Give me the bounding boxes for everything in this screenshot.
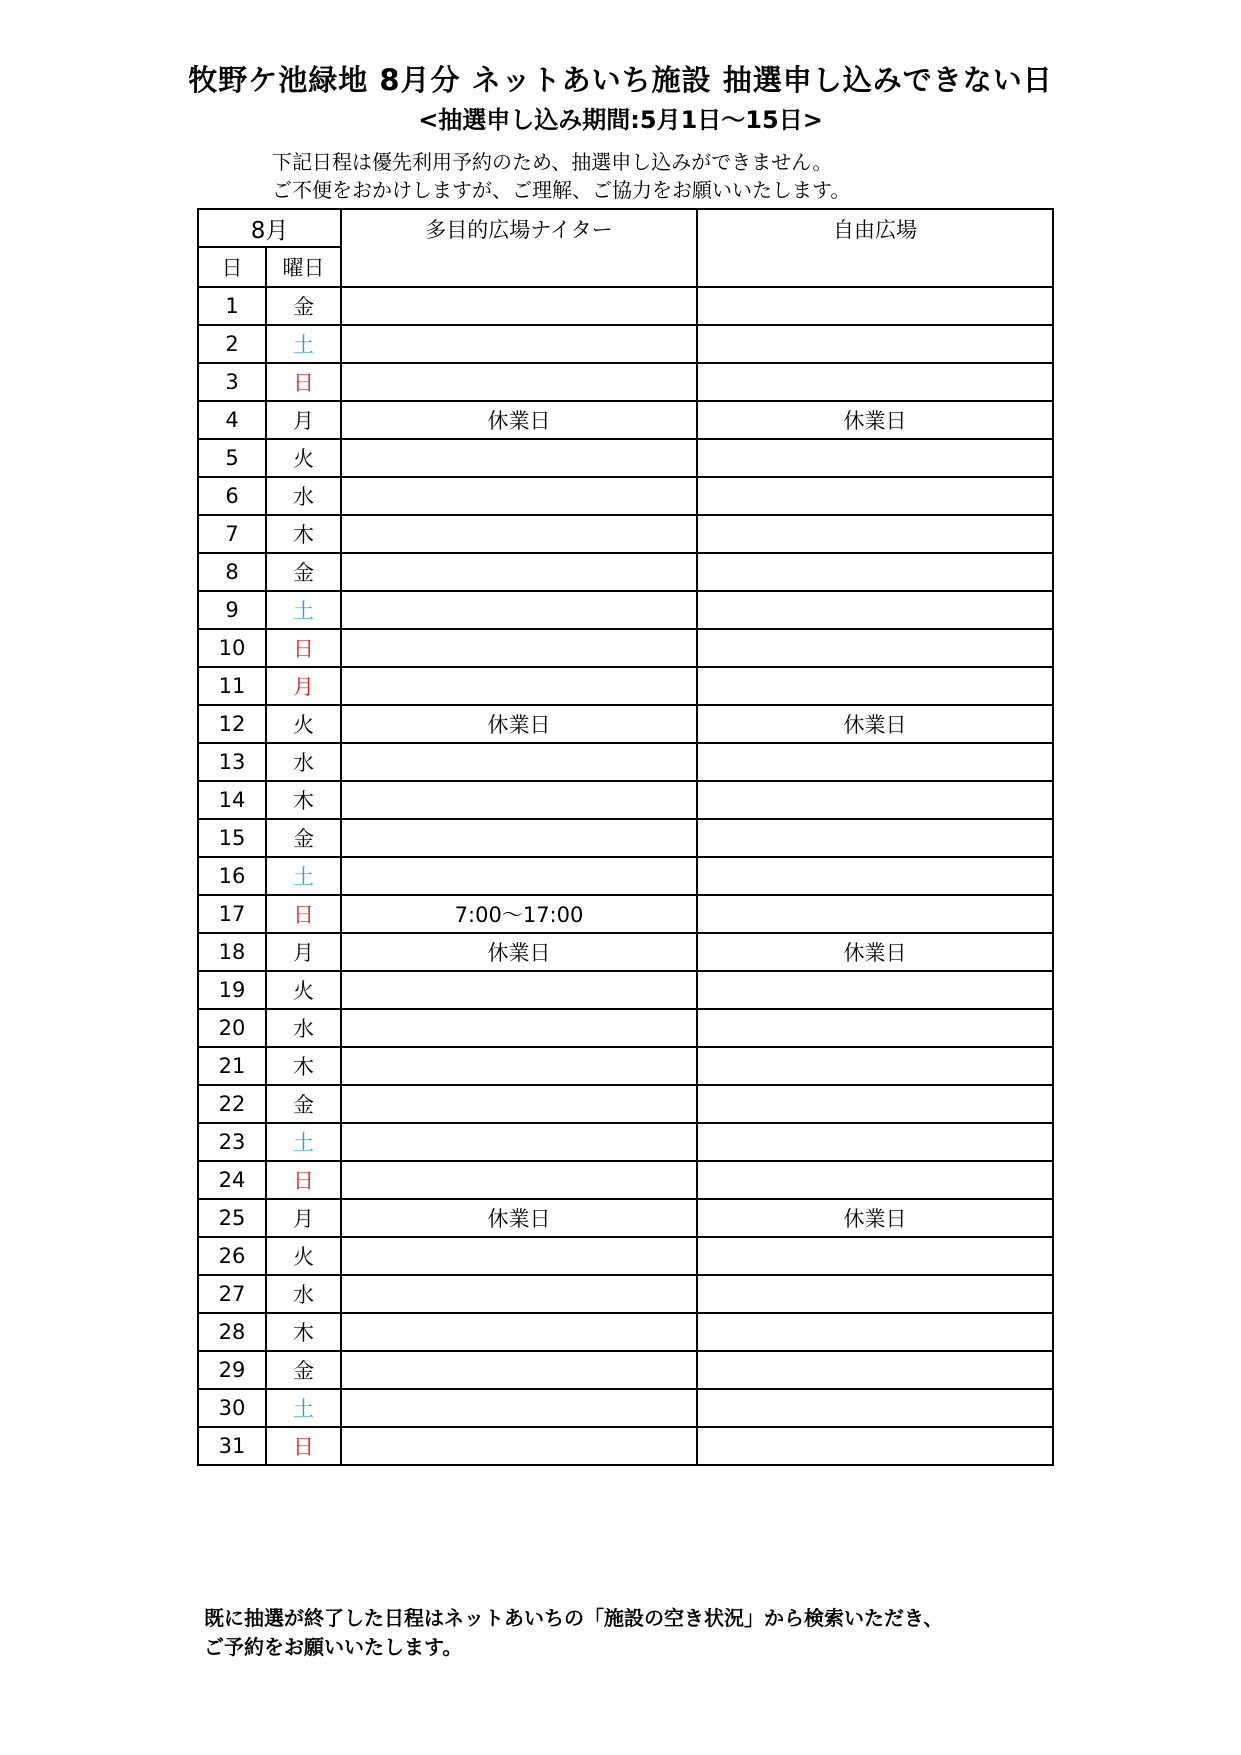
free-plaza-cell (697, 1123, 1053, 1161)
table-row (198, 1009, 1053, 1047)
weekday-cell: 日 (266, 363, 341, 401)
weekday-cell: 水 (266, 1009, 341, 1047)
free-plaza-cell: 休業日 (697, 1199, 1053, 1237)
free-plaza-cell: 休業日 (697, 401, 1053, 439)
weekday-cell: 土 (266, 591, 341, 629)
free-plaza-cell (697, 857, 1053, 895)
multipurpose-night-cell: 休業日 (341, 1199, 697, 1237)
table-row (198, 743, 1053, 781)
table-header-row (198, 209, 1053, 247)
day-cell: 31 (198, 1427, 266, 1465)
multipurpose-night-cell (341, 1427, 697, 1465)
table-row (198, 629, 1053, 667)
table-row (198, 287, 1053, 325)
day-cell: 10 (198, 629, 266, 667)
day-cell: 17 (198, 895, 266, 933)
multipurpose-night-cell (341, 325, 697, 363)
weekday-cell: 木 (266, 515, 341, 553)
free-plaza-cell: 休業日 (697, 705, 1053, 743)
weekday-cell: 水 (266, 1275, 341, 1313)
day-cell: 23 (198, 1123, 266, 1161)
free-plaza-cell (697, 1009, 1053, 1047)
schedule-table (197, 208, 1054, 1466)
table-row (198, 439, 1053, 477)
weekday-cell: 金 (266, 553, 341, 591)
multipurpose-night-cell (341, 971, 697, 1009)
day-cell: 29 (198, 1351, 266, 1389)
multipurpose-night-cell (341, 1389, 697, 1427)
multipurpose-night-cell (341, 477, 697, 515)
day-cell: 27 (198, 1275, 266, 1313)
free-plaza-cell (697, 1085, 1053, 1123)
footer-note (204, 1604, 943, 1662)
free-plaza-cell (697, 591, 1053, 629)
application-period: <抽選申し込み期間:5月1日〜15日> (418, 106, 823, 134)
free-plaza-cell (697, 1389, 1053, 1427)
weekday-cell: 土 (266, 1123, 341, 1161)
free-plaza-cell (697, 895, 1053, 933)
free-plaza-cell (697, 477, 1053, 515)
day-header: 日 (198, 247, 266, 287)
day-cell: 28 (198, 1313, 266, 1351)
free-plaza-cell (697, 1427, 1053, 1465)
multipurpose-night-cell (341, 743, 697, 781)
day-cell: 11 (198, 667, 266, 705)
table-row (198, 667, 1053, 705)
multipurpose-night-cell (341, 1161, 697, 1199)
weekday-cell: 木 (266, 1047, 341, 1085)
day-cell: 19 (198, 971, 266, 1009)
free-plaza-cell (697, 1161, 1053, 1199)
multipurpose-night-cell (341, 629, 697, 667)
day-cell: 24 (198, 1161, 266, 1199)
day-cell: 25 (198, 1199, 266, 1237)
free-plaza-cell (697, 325, 1053, 363)
weekday-cell: 日 (266, 629, 341, 667)
weekday-cell: 土 (266, 1389, 341, 1427)
multipurpose-night-cell (341, 781, 697, 819)
table-row (198, 857, 1053, 895)
day-cell: 13 (198, 743, 266, 781)
table-row (198, 1199, 1053, 1237)
table-row (198, 363, 1053, 401)
table-row (198, 591, 1053, 629)
multipurpose-night-cell: 休業日 (341, 401, 697, 439)
day-cell: 5 (198, 439, 266, 477)
weekday-cell: 金 (266, 1085, 341, 1123)
table-row (198, 401, 1053, 439)
multipurpose-night-cell (341, 439, 697, 477)
free-plaza-cell (697, 553, 1053, 591)
weekday-cell: 金 (266, 1351, 341, 1389)
table-row (198, 933, 1053, 971)
multipurpose-night-cell (341, 591, 697, 629)
multipurpose-night-cell (341, 1351, 697, 1389)
weekday-header: 曜日 (266, 247, 341, 287)
weekday-cell: 土 (266, 857, 341, 895)
free-plaza-cell (697, 1313, 1053, 1351)
multipurpose-night-cell (341, 363, 697, 401)
table-row (198, 1085, 1053, 1123)
footer-line: ご予約をお願いいたします。 (204, 1635, 463, 1659)
table-row (198, 477, 1053, 515)
weekday-cell: 火 (266, 1237, 341, 1275)
month-label: 8月 (198, 209, 341, 247)
weekday-cell: 火 (266, 439, 341, 477)
multipurpose-night-cell (341, 1047, 697, 1085)
weekday-cell: 木 (266, 781, 341, 819)
multipurpose-night-cell (341, 857, 697, 895)
free-plaza-cell (697, 1047, 1053, 1085)
day-cell: 21 (198, 1047, 266, 1085)
free-plaza-cell (697, 515, 1053, 553)
multipurpose-night-cell (341, 819, 697, 857)
multipurpose-night-cell (341, 1085, 697, 1123)
table-row (198, 1237, 1053, 1275)
day-cell: 1 (198, 287, 266, 325)
day-cell: 6 (198, 477, 266, 515)
multipurpose-night-cell (341, 1237, 697, 1275)
free-plaza-cell (697, 1237, 1053, 1275)
weekday-cell: 火 (266, 971, 341, 1009)
column-header-free-plaza: 自由広場 (697, 209, 1053, 287)
multipurpose-night-cell: 7:00〜17:00 (341, 895, 697, 933)
day-cell: 26 (198, 1237, 266, 1275)
day-cell: 18 (198, 933, 266, 971)
day-cell: 4 (198, 401, 266, 439)
weekday-cell: 火 (266, 705, 341, 743)
weekday-cell: 日 (266, 1161, 341, 1199)
day-cell: 30 (198, 1389, 266, 1427)
free-plaza-cell (697, 439, 1053, 477)
multipurpose-night-cell (341, 1313, 697, 1351)
table-row (198, 781, 1053, 819)
weekday-cell: 月 (266, 667, 341, 705)
table-row (198, 819, 1053, 857)
table-row (198, 1389, 1053, 1427)
multipurpose-night-cell (341, 667, 697, 705)
table-row (198, 895, 1053, 933)
free-plaza-cell: 休業日 (697, 933, 1053, 971)
table-row (198, 1123, 1053, 1161)
notice-line: 下記日程は優先利用予約のため、抽選申し込みができません。 (272, 150, 833, 174)
weekday-cell: 金 (266, 287, 341, 325)
column-header-multipurpose-night: 多目的広場ナイター (341, 209, 697, 287)
free-plaza-cell (697, 1275, 1053, 1313)
table-row (198, 1427, 1053, 1465)
day-cell: 9 (198, 591, 266, 629)
table-row (198, 325, 1053, 363)
day-cell: 14 (198, 781, 266, 819)
day-cell: 16 (198, 857, 266, 895)
free-plaza-cell (697, 629, 1053, 667)
table-row (198, 705, 1053, 743)
free-plaza-cell (697, 363, 1053, 401)
day-cell: 22 (198, 1085, 266, 1123)
weekday-cell: 日 (266, 1427, 341, 1465)
free-plaza-cell (697, 781, 1053, 819)
free-plaza-cell (697, 819, 1053, 857)
day-cell: 15 (198, 819, 266, 857)
multipurpose-night-cell (341, 553, 697, 591)
weekday-cell: 日 (266, 895, 341, 933)
weekday-cell: 水 (266, 743, 341, 781)
weekday-cell: 土 (266, 325, 341, 363)
day-cell: 8 (198, 553, 266, 591)
multipurpose-night-cell: 休業日 (341, 933, 697, 971)
table-row (198, 515, 1053, 553)
weekday-cell: 月 (266, 401, 341, 439)
multipurpose-night-cell (341, 1009, 697, 1047)
footer-line: 既に抽選が終了した日程はネットあいちの「施設の空き状況」から検索いただき、 (204, 1606, 944, 1630)
notice-line: ご不便をおかけしますが、ご理解、ご協力をお願いいたします。 (272, 178, 851, 202)
day-cell: 2 (198, 325, 266, 363)
table-row (198, 1275, 1053, 1313)
free-plaza-cell (697, 1351, 1053, 1389)
multipurpose-night-cell (341, 1275, 697, 1313)
weekday-cell: 水 (266, 477, 341, 515)
free-plaza-cell (697, 667, 1053, 705)
multipurpose-night-cell (341, 515, 697, 553)
table-row (198, 971, 1053, 1009)
free-plaza-cell (697, 287, 1053, 325)
table-row (198, 1047, 1053, 1085)
free-plaza-cell (697, 743, 1053, 781)
table-row (198, 1351, 1053, 1389)
day-cell: 20 (198, 1009, 266, 1047)
day-cell: 3 (198, 363, 266, 401)
table-row (198, 553, 1053, 591)
weekday-cell: 木 (266, 1313, 341, 1351)
table-row (198, 1161, 1053, 1199)
day-cell: 7 (198, 515, 266, 553)
table-row (198, 1313, 1053, 1351)
multipurpose-night-cell: 休業日 (341, 705, 697, 743)
weekday-cell: 月 (266, 933, 341, 971)
weekday-cell: 金 (266, 819, 341, 857)
weekday-cell: 月 (266, 1199, 341, 1237)
free-plaza-cell (697, 971, 1053, 1009)
multipurpose-night-cell (341, 287, 697, 325)
day-cell: 12 (198, 705, 266, 743)
notice-text (272, 148, 850, 204)
multipurpose-night-cell (341, 1123, 697, 1161)
page-title: 牧野ケ池緑地 8月分 ネットあいち施設 抽選申し込みできない日 (188, 63, 1053, 97)
